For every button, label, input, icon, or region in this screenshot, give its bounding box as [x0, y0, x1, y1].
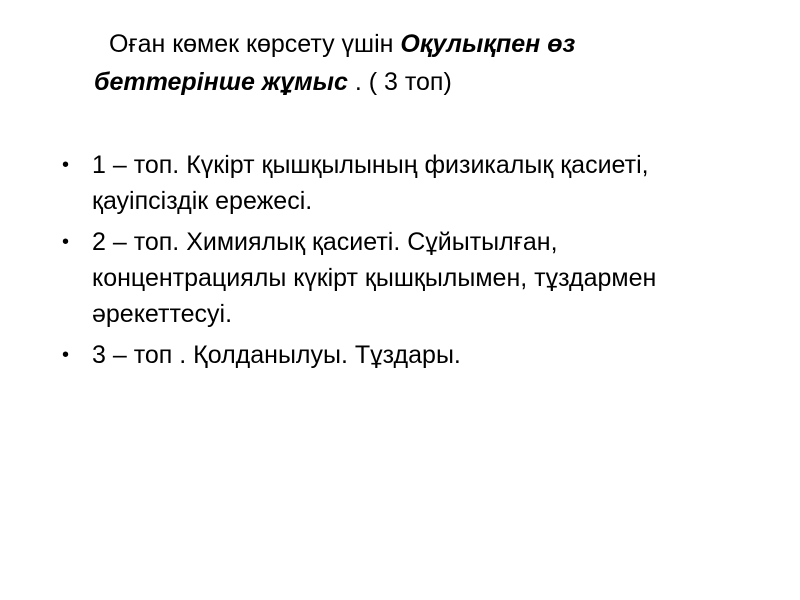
intro-emphasis: Оқулықпен өз беттерінше жұмыс [94, 30, 576, 96]
bullet-marker: • [62, 344, 70, 366]
bullet-marker: • [62, 231, 70, 253]
intro-suffix: . ( 3 топ) [347, 68, 452, 96]
intro-prefix: Оған көмек көрсету үшін [109, 30, 401, 58]
bullet-text-3: 3 – топ . Қолданылуы. Тұздары. [92, 341, 461, 369]
bullet-text-1: 1 – топ. Күкірт қышқылының физикалық қасиеті, қауіпсіздік ережесі. [92, 151, 649, 215]
bullet-list [62, 147, 742, 378]
bullet-item-3 [62, 337, 742, 373]
intro-paragraph [94, 25, 734, 101]
bullet-text-2: 2 – топ. Химиялық қасиеті. Сұйытылған, концентрациялы күкірт қышқылымен, тұздармен әрекеттесуі. [92, 228, 657, 328]
bullet-item-2 [62, 224, 742, 332]
bullet-item-1 [62, 147, 742, 219]
bullet-marker: • [62, 154, 70, 176]
